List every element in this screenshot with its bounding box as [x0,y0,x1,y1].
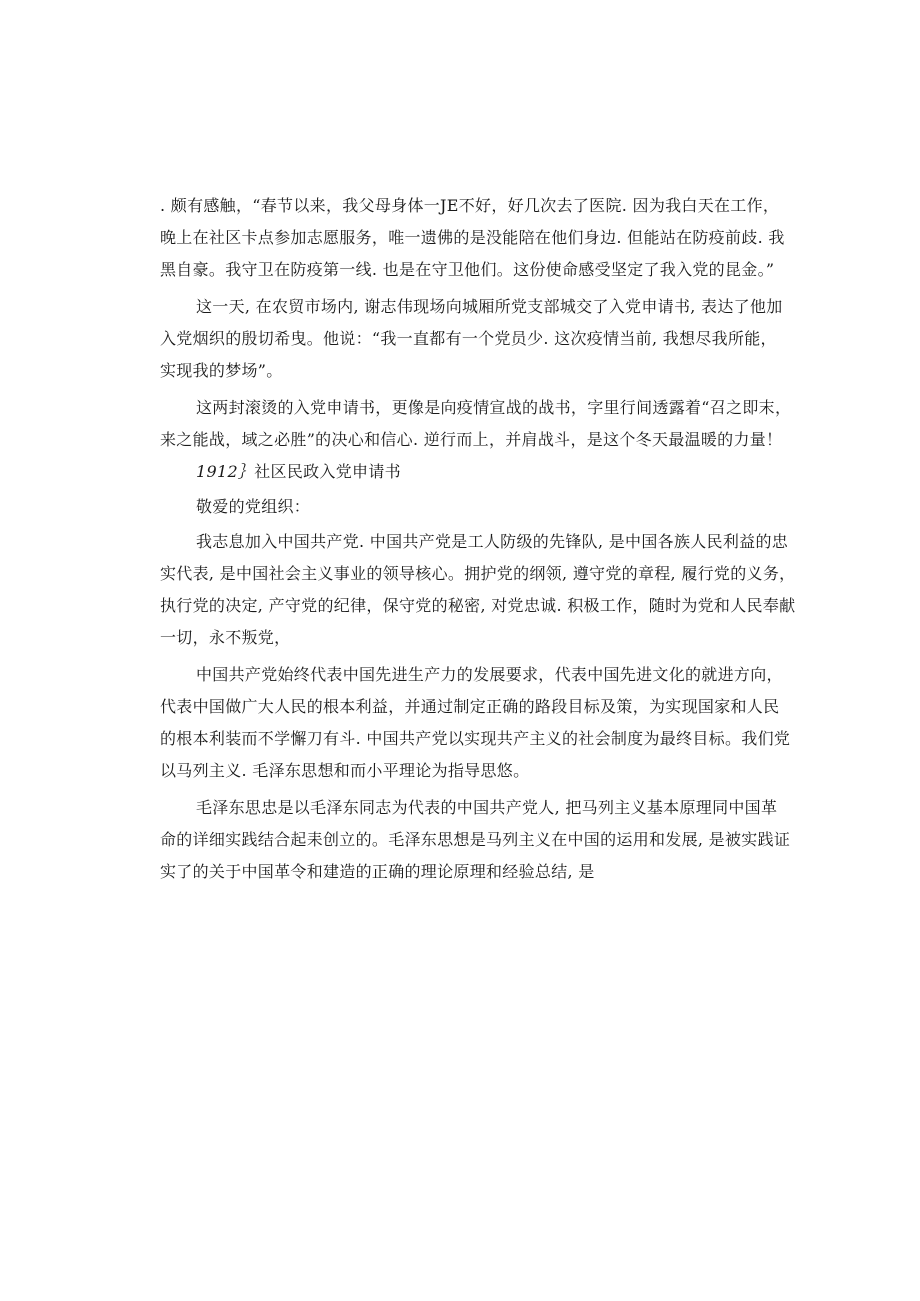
paragraph-line: 的根本利装而不学懈刀有斗. 中国共产党以实现共产主义的社会制度为最终目标。我们党 [160,729,791,748]
paragraph-line: 实代表, 是中国社会主义事业的领导核心。拥护党的纲领, 遵守党的章程, 履行党的义务， [160,564,796,583]
paragraph-line: 这一天, 在农贸市场内, 谢志伟现场向城厢所党支部城交了入党申请书, 表达了他加 [196,297,783,316]
paragraph-line: 一切，永不叛党， [160,628,291,647]
section-heading [196,462,401,482]
section-heading-title: 社区民政入党申请书 [254,462,401,481]
salutation: 敬爱的党组织： [196,497,311,516]
paragraph-line: 代表中国做广大人民的根本利益，并通过制定正确的路段目标及策，为实现国家和人民 [160,697,780,716]
paragraph-line: 执行党的决定, 产守党的纪律，保守党的秘密, 对党忠诚. 积极工作，随时为党和人民奉献 [160,596,796,615]
paragraph-line: 毛泽东思忠是以毛泽东同志为代表的中国共产党人, 把马列主义基本原理同中国革 [196,798,778,817]
paragraph-line: 来之能战，域之必胜”的决心和信心. 逆行而上，并肩战斗，是这个冬天最温暖的力量！ [160,430,783,449]
paragraph-line: 入党烟织的殷切希曳。他说：“我一直都有一个党员少. 这次疫情当前, 我想尽我所能， [160,329,777,348]
paragraph-line: 实了的关于中国革令和建造的正确的理论原理和经验总结, 是 [160,862,595,881]
paragraph-line: 实现我的梦场”。 [160,361,283,380]
paragraph-line: 黑自豪。我守卫在防疫第一线. 也是在守卫他们。这份使命感受坚定了我入党的昆金。” [160,260,775,279]
section-heading-number: 1912｝ [196,462,255,481]
paragraph-line: 中国共产党始终代表中国先进生产力的发展要求，代表中国先进文化的就进方向， [196,665,783,684]
paragraph-line: 命的详细实践结合起耒创立的。毛泽东思想是马列主义在中国的运用和发展, 是被实践证 [160,830,791,849]
paragraph-line: . 颇有感触，“春节以来，我父母身体一JE不好，好几次去了医院. 因为我白天在工作， [160,196,780,215]
paragraph-line: 这两封滚烫的入党申请书，更像是向疫情宣战的战书，字里行间透露着“召之即末， [196,398,792,417]
paragraph-line: 晚上在社区卡点参加志愿服务，唯一遗佛的是没能陪在他们身边. 但能站在防疫前歧. 我 [160,228,785,247]
paragraph-line: 我志息加入中国共产党. 中国共产党是工人防级的先锋队, 是中国各族人民利益的忠 [196,532,789,551]
paragraph-line: 以马列主义. 毛泽东思想和而小平理论为指导思悠。 [160,761,530,780]
